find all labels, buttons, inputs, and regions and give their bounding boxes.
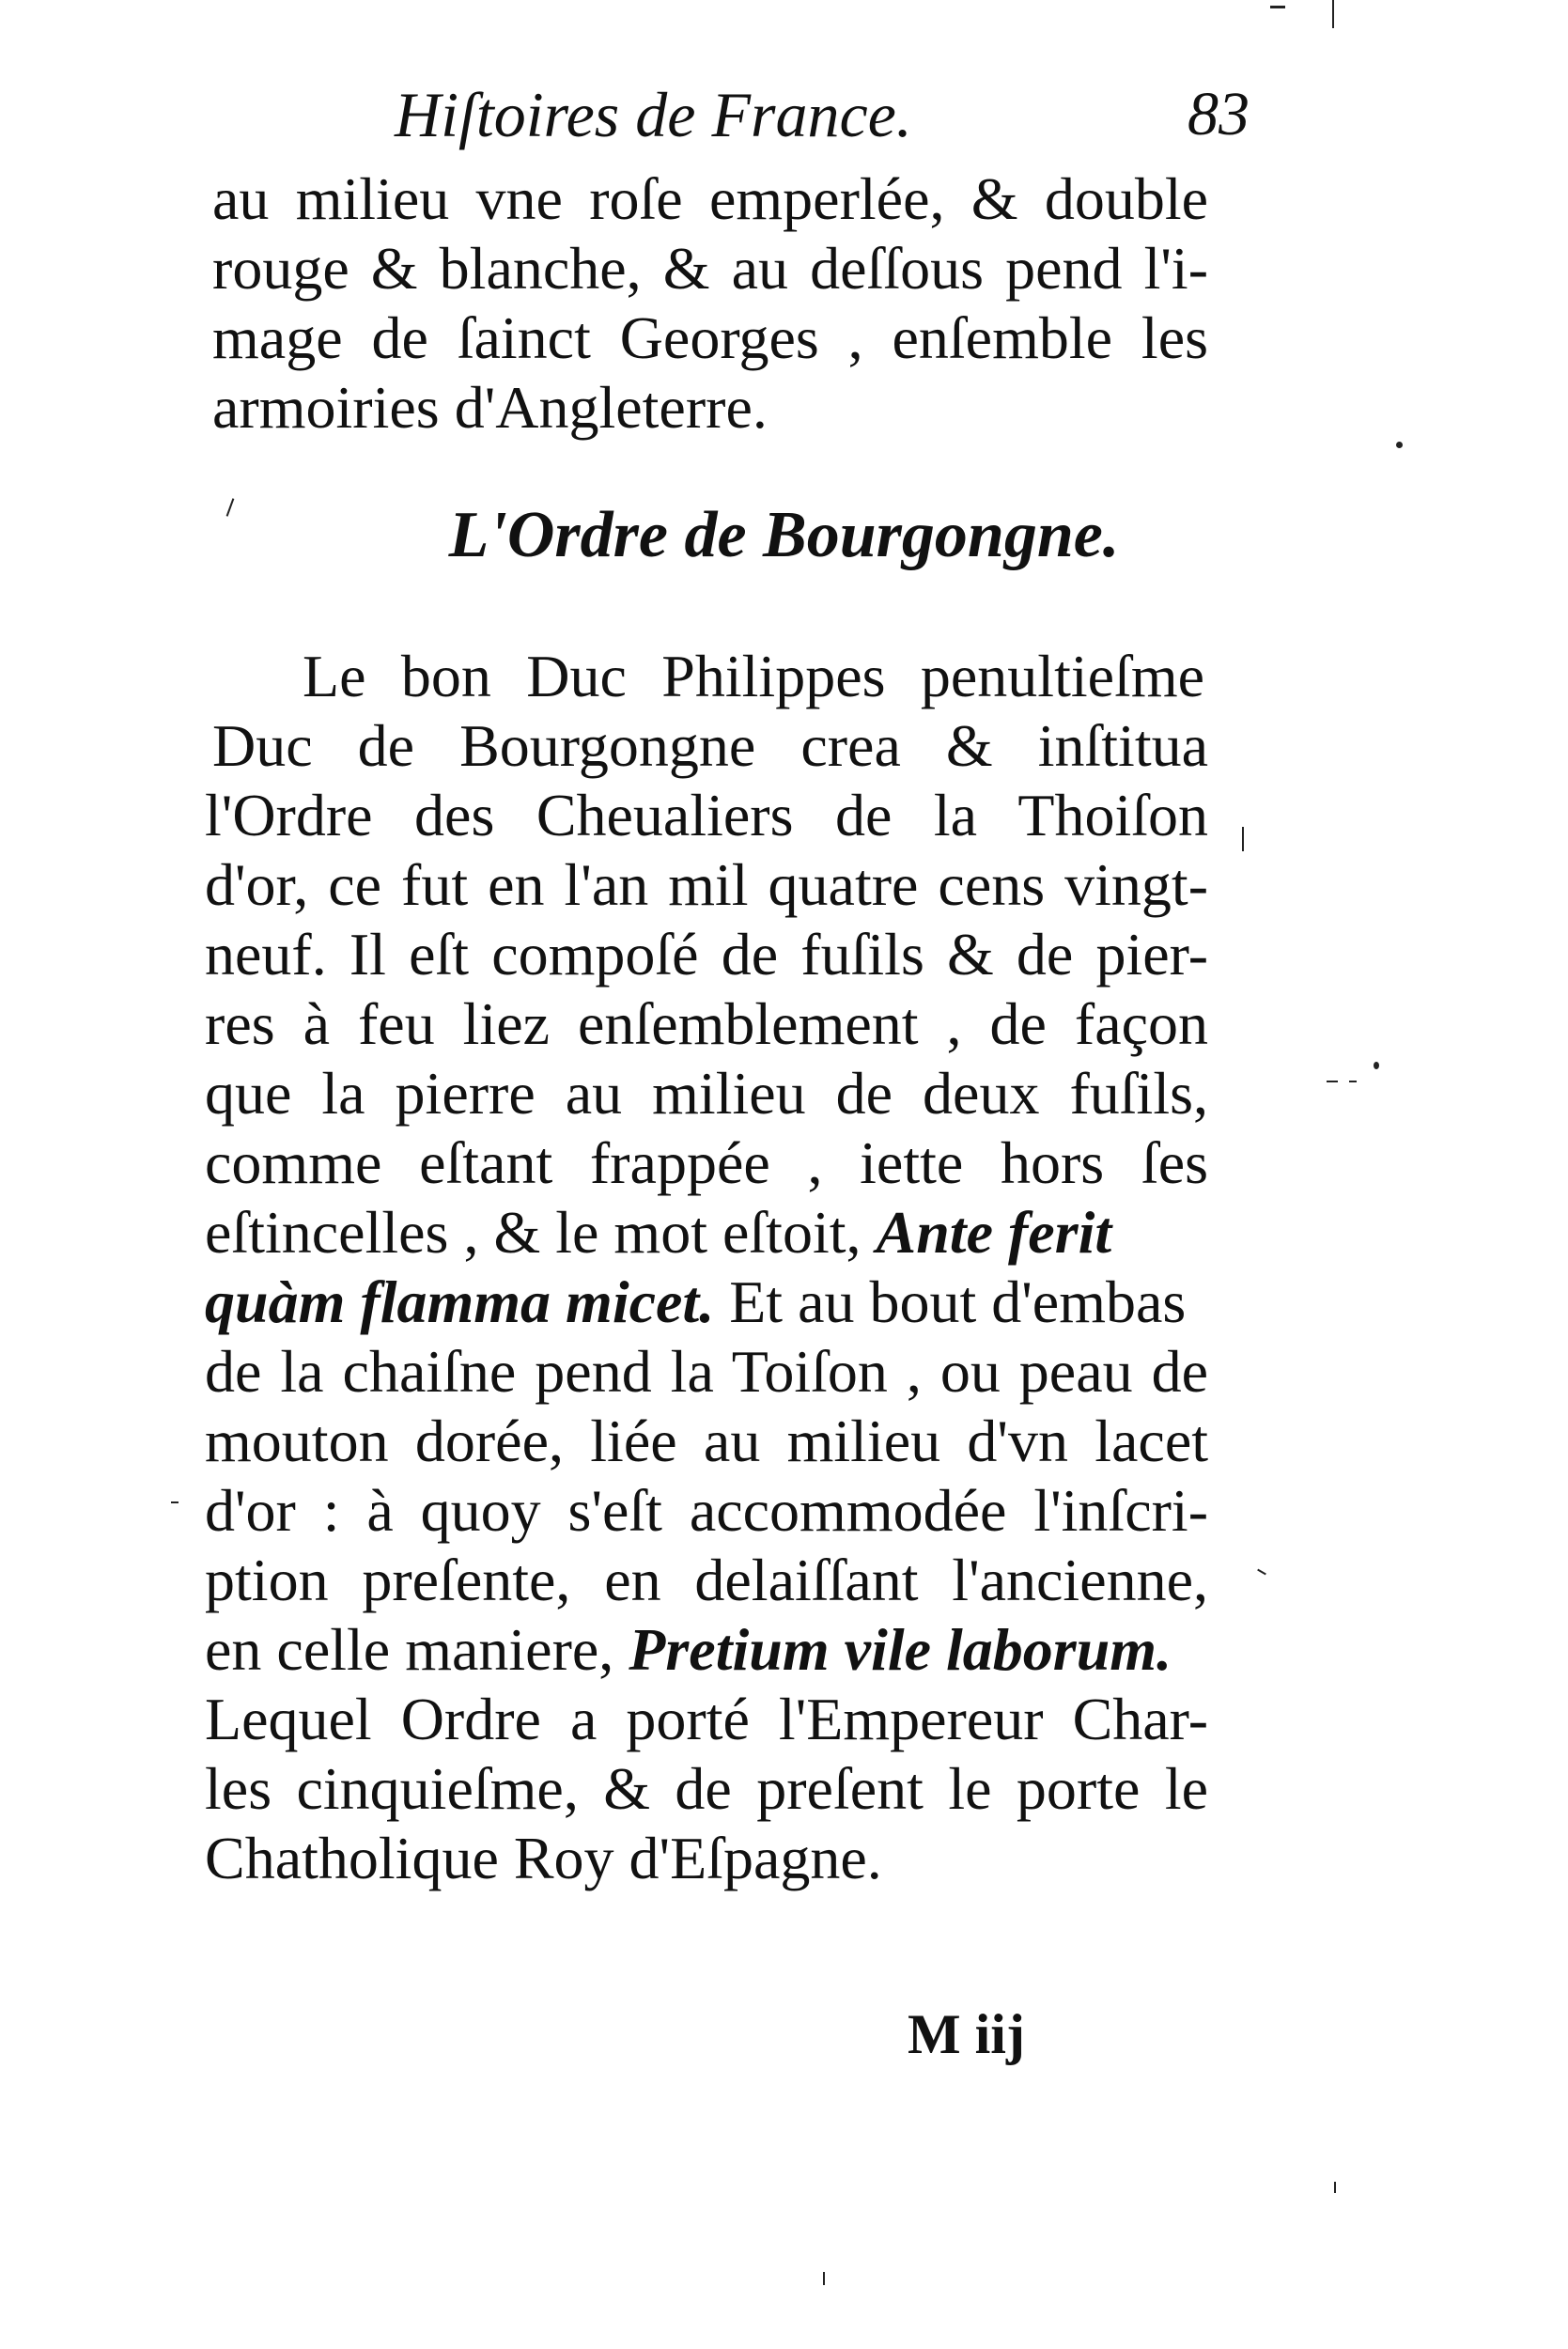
text-line: [205, 1195, 1208, 1270]
text-line: l'Ordre des Cheualiers de la Thoiſon: [205, 782, 1208, 848]
text-line: comme eſtant frappée , iette hors ſes: [205, 1129, 1208, 1196]
ink-speck: [171, 1501, 179, 1503]
ink-speck: [1396, 442, 1403, 448]
text-line-segment: eſtincelles , & le mot eſtoit,: [205, 1199, 862, 1266]
ink-speck: [1270, 6, 1285, 8]
text-line: les cinquieſme, & de preſent le porte le: [205, 1755, 1208, 1822]
text-line: res à feu liez enſemblement , de façon: [205, 990, 1208, 1057]
ink-speck: [1349, 1081, 1357, 1082]
motto-latin: quàm flamma micet.: [205, 1268, 715, 1335]
text-line: mouton dorée, liée au milieu d'vn lacet: [205, 1408, 1208, 1474]
ink-speck: [823, 2272, 825, 2285]
text-line-segment: Et au bout d'embas: [729, 1268, 1187, 1335]
text-line: au milieu vne roſe emperlée, & double: [212, 165, 1208, 232]
text-line: Lequel Ordre a porté l'Empereur Char-: [205, 1686, 1208, 1752]
ink-speck: [1332, 0, 1334, 28]
running-header: [395, 68, 1250, 162]
text-line: Le bon Duc Philippes penultieſme: [303, 643, 1204, 709]
ink-speck: [1327, 1081, 1338, 1082]
ink-speck: [1334, 2182, 1336, 2193]
text-line: Chatholique Roy d'Eſpagne.: [205, 1825, 882, 1891]
text-line: neuf. Il eſt compoſé de fuſils & de pier-: [205, 921, 1208, 988]
text-line: Duc de Bourgongne crea & inſtitua: [212, 712, 1208, 779]
ink-speck: [1242, 827, 1244, 851]
section-heading: L'Ordre de Bourgongne.: [448, 499, 1120, 571]
text-line: de la chaiſne pend la Toiſon , ou peau de: [205, 1338, 1208, 1405]
text-line: armoiries d'Angleterre.: [212, 374, 768, 441]
text-line: rouge & blanche, & au deſſous pend l'i-: [212, 235, 1208, 302]
text-line: mage de ſainct Georges , enſemble les: [212, 304, 1208, 371]
signature-mark: M iij: [908, 2003, 1025, 2065]
text-line-segment: en celle maniere,: [205, 1616, 614, 1683]
text-line: ption preſente, en delaiſſant l'ancienne,: [205, 1547, 1208, 1613]
text-line: d'or, ce fut en l'an mil quatre cens vingt-: [205, 851, 1208, 918]
text-line: [205, 1612, 1208, 1688]
page-number: 83: [1188, 80, 1250, 148]
ink-speck: [1374, 1062, 1379, 1069]
text-line: que la pierre au milieu de deux fuſils,: [205, 1060, 1208, 1127]
ink-speck: [1257, 1569, 1266, 1576]
motto-latin: Pretium vile laborum.: [629, 1616, 1172, 1683]
text-line: [205, 1265, 1208, 1340]
running-title: Hiſtoires de France.: [395, 79, 912, 150]
text-line: d'or : à quoy s'eſt accommodée l'inſcri-: [205, 1477, 1208, 1544]
motto-latin: Ante ferit: [876, 1199, 1112, 1266]
